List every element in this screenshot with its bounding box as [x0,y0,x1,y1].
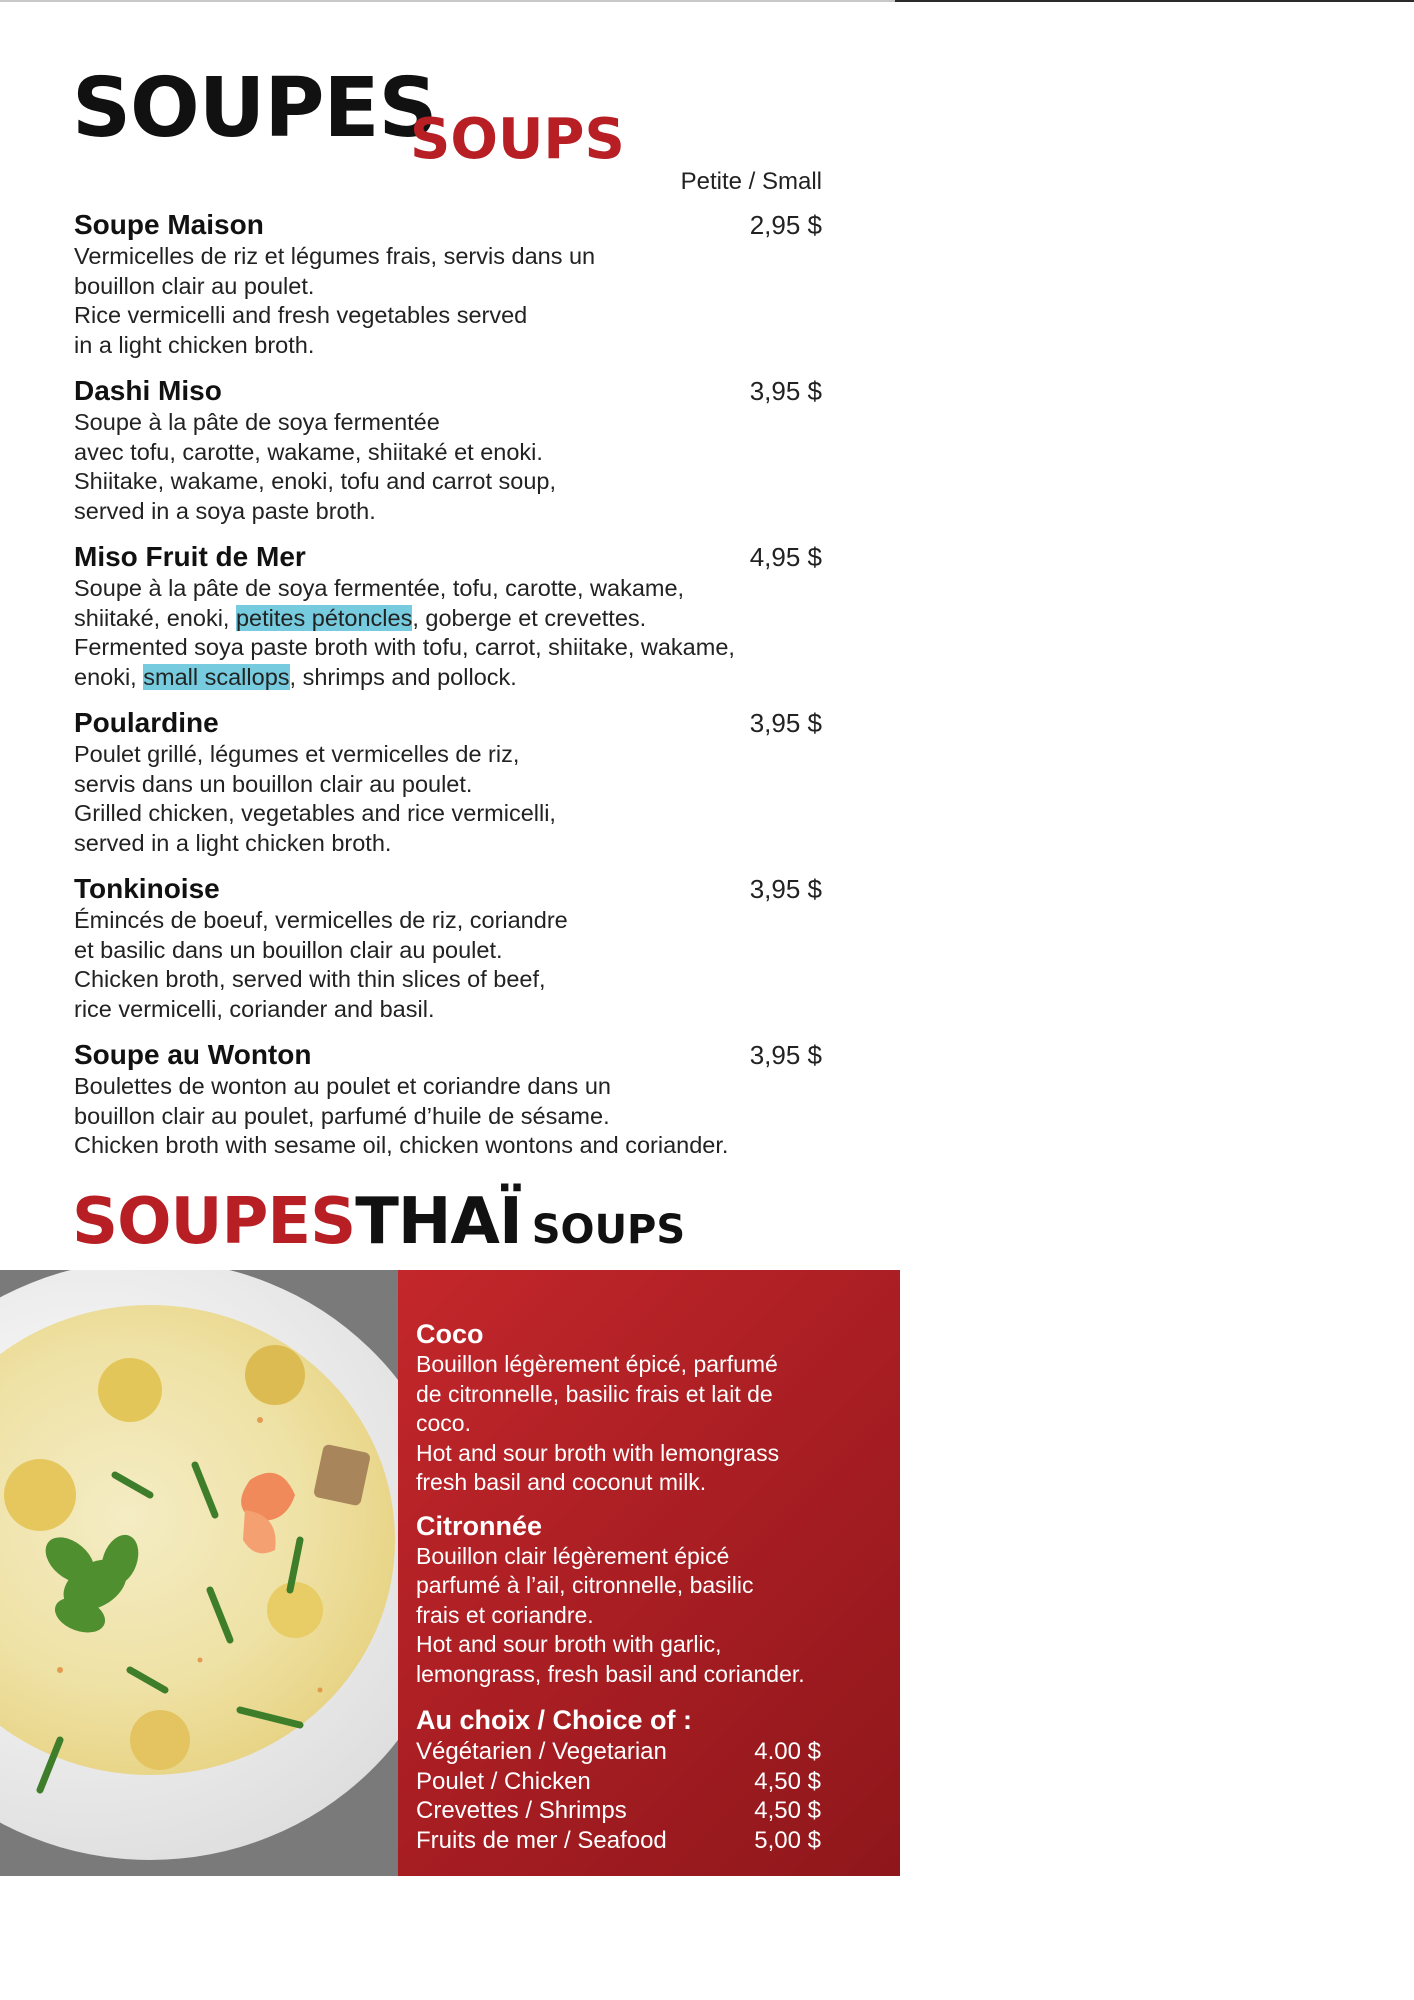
item-description: Bouillon légèrement épicé, parfumé de citronnelle, basilic frais et lait de coco. Hot and sour broth with lemongrass fresh basil and coconut milk. [416,1351,780,1495]
item-description: Vermicelles de riz et légumes frais, servis dans un bouillon clair au poulet. Rice vermicelli and fresh vegetables served in a light chicken broth. [74,243,596,358]
thai-title-soups: SOUPS [531,1207,686,1253]
choice-row [416,1796,821,1826]
item-name: Coco [416,1319,484,1349]
menu-item-miso-fruit-de-mer [74,540,834,706]
desc-text: , shrimps and pollock. [289,663,517,690]
choice-label: Végétarien / Vegetarian [416,1738,667,1765]
choice-price: 4,50 $ [754,1797,821,1824]
choice-row [416,1826,821,1856]
item-description: Émincés de boeuf, vermicelles de riz, coriandre et basilic dans un bouillon clair au poulet. Chicken broth, served with thin slices of beef, rice vermicelli, coriander and basil. [74,907,568,1022]
page-edge-scan [895,0,1414,2]
choice-row [416,1767,821,1797]
choice-title: Au choix / Choice of : [416,1705,693,1735]
item-description: Poulet grillé, légumes et vermicelles de riz, servis dans un bouillon clair au poulet. Grilled chicken, vegetables and rice vermicelli, served in a light chicken broth. [74,741,556,856]
item-description [74,574,834,692]
item-name: Soupe Maison [74,209,264,240]
item-price: 4,95 $ [749,542,822,572]
item-name: Tonkinoise [74,873,220,904]
item-name: Dashi Miso [74,375,222,406]
item-price: 3,95 $ [749,708,822,738]
menu-item-poulardine [74,706,834,872]
soup-list [74,208,834,1204]
highlighted-text: small scallops [143,663,290,690]
menu-item-soupe-au-wonton [74,1038,834,1204]
item-name: Poulardine [74,707,219,738]
choice-price: 4.00 $ [754,1738,821,1765]
thai-section-title [72,1185,686,1259]
choice-price: 5,00 $ [754,1826,821,1854]
section-title-en: SOUPS [410,107,625,172]
item-description: Soupe à la pâte de soya fermentée avec tofu, carotte, wakame, shiitaké et enoki. Shiitake, wakame, enoki, tofu and carrot soup, served in a soya paste broth. [74,409,557,524]
choice-row [416,1737,821,1767]
item-name: Soupe au Wonton [74,1039,312,1070]
item-description: Boulettes de wonton au poulet et coriandre dans un bouillon clair au poulet, parfumé d’huile de sésame. Chicken broth with sesame oil, chicken wontons and coriander. [74,1073,729,1158]
item-price: 3,95 $ [749,1040,822,1070]
desc-text: , goberge et crevettes. Fermented soya paste broth with tofu, carrot, shiitake, wakame, enoki, [74,604,735,690]
choice-price: 4,50 $ [754,1767,821,1795]
thai-soup-list [416,1318,826,1855]
desc-text: Soupe à la pâte de soya fermentée, tofu, carotte, wakame, shiitaké, enoki, [74,575,685,631]
section-title-fr: SOUPES [72,61,437,156]
thai-soup-panel [398,1270,900,1876]
choice-label: Poulet / Chicken [416,1767,591,1795]
menu-item-soupe-maison [74,208,834,374]
thai-title-soupes: SOUPES [72,1185,356,1259]
highlighted-text: petites pétoncles [235,604,413,631]
soup-photo [0,1270,398,1876]
price-column-header: Petite / Small [680,168,822,195]
item-description: Bouillon clair légèrement épicé parfumé à l’ail, citronnelle, basilic frais et coriandre. Hot and sour broth with garlic, lemongrass, fresh basil and coriander. [416,1542,805,1687]
menu-item-citronnee [416,1510,826,1690]
menu-item-coco [416,1318,826,1498]
item-name: Citronnée [416,1510,543,1541]
item-name: Miso Fruit de Mer [74,541,306,572]
item-price: 3,95 $ [749,376,822,406]
page-edge-top [0,0,895,2]
item-price: 2,95 $ [749,210,822,240]
item-price: 3,95 $ [749,874,822,904]
menu-item-tonkinoise [74,872,834,1038]
menu-item-dashi-miso [74,374,834,540]
choice-label: Crevettes / Shrimps [416,1797,627,1824]
choice-label: Fruits de mer / Seafood [416,1826,667,1854]
thai-title-thai: THAÏ [355,1185,522,1259]
